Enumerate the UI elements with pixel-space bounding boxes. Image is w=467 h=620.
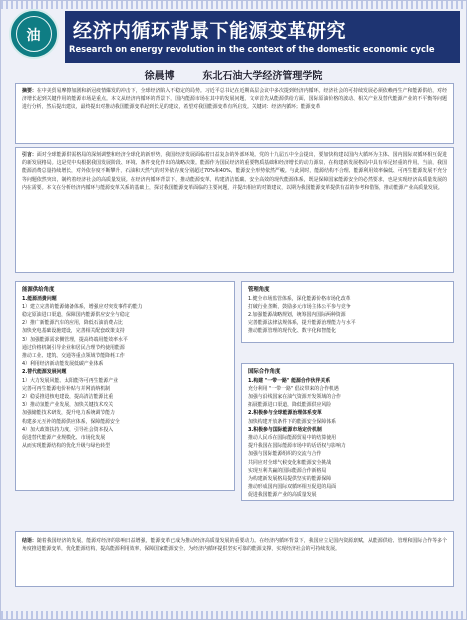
list-line: 1）大力发展风能、太阳能等可再生能源产业: [22, 377, 119, 384]
list-line: 推动工业、建筑、交通等重点领域节能降耗工作: [22, 352, 125, 359]
introduction-section: [15, 147, 454, 273]
author-affiliation: 东北石油大学经济管理学院: [202, 71, 323, 82]
list-line: 通过价格机制引导企业和居民合理节约使用能源: [22, 344, 125, 351]
list-line: 促进替代能源产业规模化、市场化发展: [22, 434, 106, 441]
conclusion-label: 结语：: [22, 538, 37, 544]
list-line: 构建多元互补的能源供应体系，保障能源安全: [22, 418, 120, 425]
management-title: 管理角度: [248, 287, 270, 293]
management-section: [241, 281, 454, 343]
list-line: 完善能源法律法规体系，提升能源治理能力与水平: [248, 320, 356, 327]
abstract-section: [15, 83, 454, 144]
international-cooperation-section: [241, 363, 454, 501]
list-line: 1.构建 "一带一路" 能源合作伙伴关系: [248, 377, 331, 384]
list-line: 4）利用经济新动能发展低碳产业体系: [22, 361, 104, 368]
author-name: 徐晨博: [144, 71, 175, 82]
list-line: 拓展能源进口渠道，降低能源供应风险: [248, 402, 332, 409]
list-line: 为构建新发展格局提供坚实的能源保障: [248, 475, 332, 482]
title-chinese: 经济内循环背景下能源变革研究: [73, 20, 347, 42]
list-line: 2.加强能源战略规划，统筹国内国际两种资源: [248, 311, 346, 318]
list-line: 共同应对全球气候变化和能源安全挑战: [248, 459, 332, 466]
bottom-stripe: [1, 611, 466, 619]
introduction-label: 引言：: [22, 152, 37, 158]
poster-header: [9, 7, 460, 62]
energy-supply-list: [22, 295, 228, 451]
list-line: 3.积极参与国际能源市场定价机制: [248, 426, 322, 433]
university-logo-icon: [9, 9, 59, 59]
abstract-text: 在中美贸易摩擦加剧和新冠疫情爆发的冲击下，全球经济陷入不稳定的局势。习近平总书记在近期高层会议中多次提到经济内循环。经济社会的可持续发展必须依赖再生产和能源供给，对经济增长起到关键作用的能源市场是重点。本文从经济内循环的背景下，国内能源市场在其中的发展问题，文章首先从能源供给方面，国际原油价格的波动、相关产业及替代能源产业的不平衡等问题进行分析，然后提出建议，最终提出对推动我国能源变革起到长足的建议，希望对我国能源变革有所启发。关键词：经济内循环；能源变革: [22, 88, 447, 111]
list-line: 2.积极参与全球能源治理体系变革: [248, 410, 322, 417]
energy-supply-title: 能源供给角度: [22, 287, 55, 293]
conclusion-section: [15, 531, 454, 587]
list-line: 3）推动氢能产业发展，加快关键技术攻关: [22, 402, 114, 409]
list-line: 打破行业垄断，鼓励多元市场主体公平参与竞争: [248, 303, 351, 310]
list-line: 加快构建开放条件下的能源安全保障体系: [248, 418, 337, 425]
list-line: 推动能源管理的现代化、数字化和智能化: [248, 328, 337, 335]
list-line: 2.替代能源发展问题: [22, 369, 67, 376]
list-line: 完善可再生能源电价补贴与并网消纳机制: [22, 385, 111, 392]
logo-mark: 油: [26, 28, 42, 44]
list-line: 促进我国能源产业的高质量发展: [248, 492, 317, 499]
list-line: 推动人民币在国际能源贸易中的结算使用: [248, 434, 337, 441]
list-line: 2）推广新能源汽车的应用，降低石油消费占比: [22, 320, 123, 327]
international-cooperation-title: 国际合作角度: [248, 369, 281, 375]
title-english: Research on energy revolution in the context of the domestic economic cycle: [69, 44, 435, 54]
list-line: 充分利用 "一带一路" 倡议带来的合作机遇: [248, 385, 339, 392]
author-line: [1, 67, 466, 82]
list-line: 2）稳妥推进核电建设，提高清洁能源比重: [22, 393, 114, 400]
list-line: 实现互利共赢的国际能源合作新格局: [248, 467, 327, 474]
list-line: 1）建立完善的能源储备体系，增强应对突发事件的能力: [22, 303, 143, 310]
list-line: 提升我国在国际能源市场中的话语权与影响力: [248, 443, 346, 450]
list-line: 3）加强能源需求侧管理，提高终端用能效率水平: [22, 336, 128, 343]
list-line: 从而实现能源结构的优化升级与绿色转型: [22, 443, 111, 450]
conclusion-text: 随着我国经济的发展，能源对经济的影响日益增强，能源变革已成为推动经济高质量发展的重要动力。在经济内循环背景下，我国应立足国内资源禀赋，从能源供给、管理和国际合作等多个角度推进能源变革，优化能源结构，提高能源利用效率，保障国家能源安全，为经济内循环提供坚实可靠的能源支撑，实现经济社会的可持续发展。: [22, 538, 447, 553]
title-bar: [65, 11, 460, 63]
abstract-paragraph: [22, 87, 447, 112]
international-cooperation-list: [248, 377, 447, 500]
list-line: 推动形成国内国际双循环相互促进的局面: [248, 484, 337, 491]
list-line: 加强与沿线国家在油气资源开发领域的合作: [248, 393, 341, 400]
list-line: 1.能源消费问题: [22, 295, 57, 302]
list-line: 加强与国际能源组织的交流与合作: [248, 451, 322, 458]
list-line: 加快充电基础设施建设，完善相关配套政策支持: [22, 328, 125, 335]
energy-supply-section: [15, 281, 235, 491]
conclusion-paragraph: [22, 537, 447, 553]
introduction-paragraph: [22, 151, 447, 192]
abstract-label: 摘要：: [22, 88, 37, 94]
list-line: 稳定原油进口渠道，保障国内能源供应安全与稳定: [22, 311, 130, 318]
list-line: 4）加大政策扶持力度，引导社会资本投入: [22, 426, 114, 433]
management-list: [248, 295, 447, 336]
introduction-text: 面对全球能源供需格局的深刻调整和经济全球化的新形势，我国经济发展面临着日益复杂的外部环境。党的十九届五中全会提出，要加快构建以国内大循环为主体、国内国际双循环相互促进的新发展格局。这是党中央根据我国发展阶段、环境、条件变化作出的战略决策。能源作为国民经济的重要物质基础和经济增长的动力源泉，在构建新发展格局中具有举足轻重的作用。当前，我国能源消费总量持续增长，对外依存度不断攀升，石油和天然气的对外依存度分别超过70%和40%，能源安全形势依然严峻。与此同时，能源结构不合理、能源利用效率偏低、可再生能源发展不充分等问题依然突出，制约着经济社会的高质量发展。在经济内循环背景下，推动能源变革，构建清洁低碳、安全高效的现代能源体系，既是保障国家能源安全的必然要求，也是实现经济高质量发展的内在需要。本文在分析经济内循环与能源变革关系的基础上，探讨我国能源变革面临的主要问题，并提出相应的对策建议，以期为我国能源变革提供有益的参考和借鉴，推动能源产业高质量发展。: [22, 152, 447, 191]
list-line: 加强储能技术研发，提升电力系统调节能力: [22, 410, 115, 417]
list-line: 1.健全市场监管体系，深化能源价格市场化改革: [248, 295, 351, 302]
